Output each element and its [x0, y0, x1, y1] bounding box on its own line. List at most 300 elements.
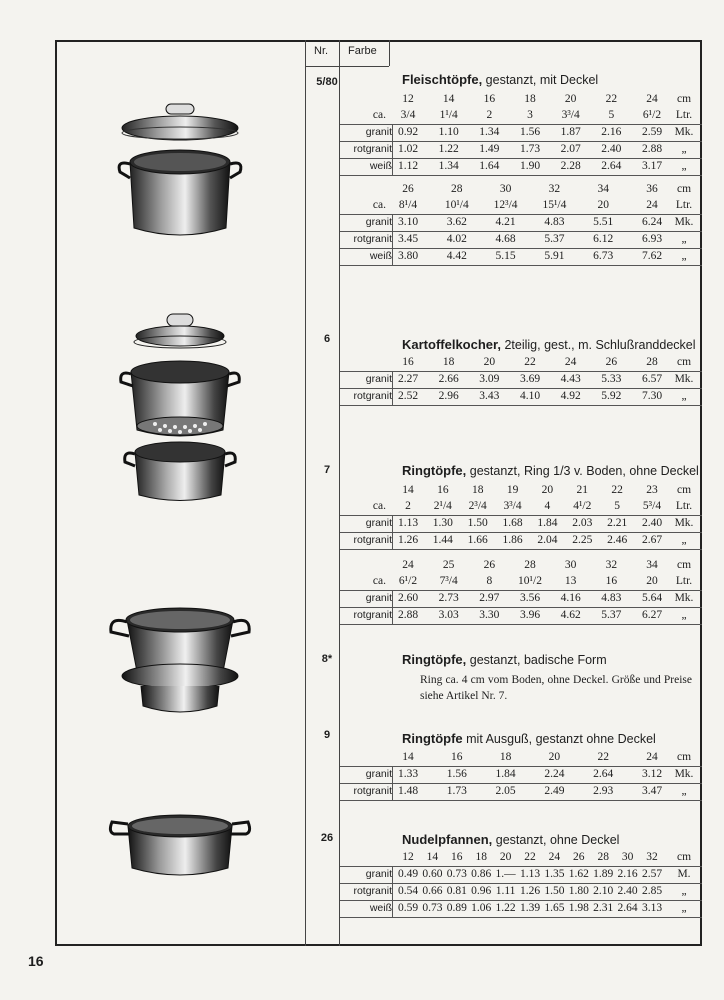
price-cell: 2.66 [438, 373, 459, 385]
litre-cell: 12³/4 [493, 199, 518, 211]
price-cell: 2.96 [438, 390, 459, 402]
size-cell: 23 [646, 484, 658, 496]
size-cell: 34 [646, 559, 658, 571]
price-cell: 1.73 [519, 143, 541, 155]
price-row [340, 608, 702, 625]
item-number: 6 [323, 333, 331, 345]
column-divider-nr [305, 40, 306, 946]
price-cell: 2.60 [397, 592, 419, 604]
price-cell: 1.48 [397, 785, 419, 797]
size-cell: 32 [646, 851, 658, 863]
row-divider [392, 159, 393, 175]
price-cell: 1.98 [568, 902, 589, 914]
color-label: weiß [369, 250, 392, 262]
price-cell: 3.47 [641, 785, 663, 797]
price-cell: 1.89 [593, 868, 614, 880]
litre-cell: 3/4 [400, 109, 416, 121]
price-table [340, 750, 702, 801]
size-cell: 28 [524, 559, 536, 571]
litre-cell: 4 [544, 500, 551, 512]
price-cell: 1.50 [467, 517, 488, 529]
price-cell: 4.83 [544, 216, 565, 228]
header-underline [305, 66, 389, 67]
price-unit: „ [681, 250, 687, 262]
price-cell: 2.04 [537, 534, 558, 546]
color-label: weiß [369, 160, 392, 172]
price-unit: „ [681, 160, 687, 172]
size-cell: 18 [524, 93, 536, 105]
price-unit: Mk. [674, 216, 694, 228]
price-cell: 0.66 [422, 885, 443, 897]
price-unit: „ [681, 785, 687, 797]
size-cell: 12 [402, 93, 414, 105]
price-cell: 3.03 [438, 609, 459, 621]
price-unit: „ [681, 390, 687, 402]
litre-cell: 20 [646, 575, 658, 587]
item-title: Fleischtöpfe, gestanzt, mit Deckel [402, 72, 599, 87]
price-cell: 2.88 [397, 609, 419, 621]
litre-cell: 3³/4 [503, 500, 522, 512]
row-divider [392, 608, 393, 624]
page-number: 16 [28, 953, 44, 969]
row-divider [392, 591, 393, 607]
size-cell: 24 [646, 93, 658, 105]
color-label: rotgranit [353, 143, 392, 155]
size-cell: 19 [506, 484, 519, 496]
price-row [340, 591, 702, 608]
price-unit: Mk. [674, 517, 694, 529]
price-cell: 1.13 [397, 517, 419, 529]
price-row [340, 125, 702, 142]
litre-row [340, 108, 702, 125]
row-divider [392, 901, 393, 917]
price-row [340, 159, 702, 176]
size-cell: 21 [576, 484, 589, 496]
row-divider [392, 215, 393, 231]
litre-unit: Ltr. [675, 199, 693, 211]
price-cell: 2.49 [544, 785, 565, 797]
price-cell: 0.96 [471, 885, 492, 897]
color-label: granit [365, 592, 392, 604]
color-label: granit [365, 373, 392, 385]
color-label: granit [365, 768, 392, 780]
price-row [340, 232, 702, 249]
size-unit: cm [676, 183, 692, 195]
item-description: Ring ca. 4 cm vom Boden, ohne Deckel. Größe und Preise siehe Artikel Nr. 7. [420, 674, 692, 702]
price-cell: 0.92 [397, 126, 419, 138]
size-unit: cm [676, 93, 692, 105]
litre-cell: 2³/4 [468, 500, 487, 512]
size-unit: cm [676, 851, 692, 863]
size-row [340, 182, 702, 198]
header-farbe: Farbe [348, 45, 377, 57]
price-row [340, 389, 702, 406]
size-cell: 20 [548, 751, 561, 763]
litre-cell: 6¹/2 [398, 575, 418, 587]
price-cell: 1.26 [519, 885, 541, 897]
price-row [340, 142, 702, 159]
price-row [340, 215, 702, 232]
litre-cell: 2 [405, 500, 411, 512]
color-label: rotgranit [353, 534, 392, 546]
size-cell: 20 [499, 851, 512, 863]
price-cell: 2.67 [641, 534, 663, 546]
item-title: Ringtöpfe, gestanzt, Ring 1/3 v. Boden, ohne Deckel [402, 463, 699, 478]
price-cell: 1.22 [438, 143, 459, 155]
price-cell: 3.96 [519, 609, 541, 621]
color-label: granit [365, 126, 392, 138]
price-unit: „ [681, 233, 687, 245]
price-cell: 1.10 [438, 126, 459, 138]
size-cell: 16 [437, 484, 449, 496]
size-cell: 14 [442, 93, 455, 105]
row-divider [392, 867, 393, 883]
price-cell: 1.49 [479, 143, 500, 155]
litre-cell: 16 [605, 575, 618, 587]
size-cell: 20 [483, 356, 496, 368]
price-cell: 0.86 [471, 868, 492, 880]
price-cell: 4.83 [601, 592, 622, 604]
size-cell: 24 [548, 851, 561, 863]
price-cell: 1.84 [495, 768, 516, 780]
price-row [340, 516, 702, 533]
size-row [340, 558, 702, 574]
price-cell: 1.12 [397, 160, 419, 172]
size-cell: 22 [597, 751, 609, 763]
price-row [340, 884, 702, 901]
price-cell: 0.73 [446, 868, 467, 880]
price-cell: 2.21 [607, 517, 628, 529]
size-cell: 24 [564, 356, 577, 368]
color-label: granit [365, 868, 392, 880]
row-divider [392, 142, 393, 158]
size-cell: 16 [402, 356, 414, 368]
price-cell: 1.86 [502, 534, 523, 546]
size-unit: cm [676, 559, 692, 571]
price-cell: 1.39 [519, 902, 541, 914]
price-cell: 2.40 [641, 517, 663, 529]
price-cell: 3.62 [446, 216, 467, 228]
price-cell: 2.05 [495, 785, 516, 797]
litre-unit: Ltr. [675, 575, 693, 587]
litre-cell: 13 [564, 575, 577, 587]
price-cell: 2.97 [479, 592, 500, 604]
price-cell: 1.35 [544, 868, 565, 880]
size-unit: cm [676, 484, 692, 496]
price-row [340, 784, 702, 801]
color-label: granit [365, 517, 392, 529]
price-cell: 6.93 [641, 233, 663, 245]
size-cell: 30 [621, 851, 634, 863]
litre-prefix: ca. [372, 109, 386, 121]
row-divider [392, 232, 393, 248]
size-cell: 14 [402, 751, 414, 763]
price-cell: 1.11 [495, 885, 516, 897]
litre-cell: 7³/4 [439, 575, 458, 587]
price-table [340, 92, 702, 176]
price-cell: 1.13 [519, 868, 541, 880]
color-label: rotgranit [353, 785, 392, 797]
price-table [340, 483, 702, 550]
litre-cell: 2 [486, 109, 493, 121]
row-divider [392, 767, 393, 783]
litre-row [340, 198, 702, 215]
price-row [340, 533, 702, 550]
price-cell: 1.84 [537, 517, 558, 529]
litre-cell: 3³/4 [561, 109, 580, 121]
price-cell: 2.27 [397, 373, 419, 385]
price-cell: 6.73 [593, 250, 614, 262]
item-title: Ringtöpfe mit Ausguß, gestanzt ohne Deckel [402, 731, 656, 746]
size-cell: 20 [541, 484, 554, 496]
price-cell: 2.73 [438, 592, 459, 604]
row-divider [392, 125, 393, 141]
price-cell: 1.26 [397, 534, 419, 546]
size-cell: 30 [499, 183, 512, 195]
price-cell: 2.07 [560, 143, 581, 155]
price-row [340, 867, 702, 884]
price-cell: 3.13 [641, 902, 663, 914]
price-cell: 1.80 [568, 885, 589, 897]
color-label: rotgranit [353, 390, 392, 402]
price-cell: 1.68 [502, 517, 523, 529]
size-cell: 32 [605, 559, 618, 571]
price-cell: 0.59 [397, 902, 419, 914]
price-cell: 4.62 [560, 609, 581, 621]
size-cell: 24 [646, 751, 658, 763]
price-cell: 1.33 [397, 768, 419, 780]
row-divider [392, 516, 393, 532]
size-cell: 22 [605, 93, 618, 105]
price-cell: 6.12 [593, 233, 614, 245]
litre-cell: 8 [486, 575, 493, 587]
litre-prefix: ca. [372, 199, 386, 211]
litre-cell: 15¹/4 [542, 199, 567, 211]
size-unit: cm [676, 751, 692, 763]
price-row [340, 901, 702, 918]
price-cell: 1.34 [438, 160, 459, 172]
color-label: rotgranit [353, 609, 392, 621]
price-cell: 5.64 [641, 592, 663, 604]
size-cell: 28 [597, 851, 609, 863]
size-cell: 14 [402, 484, 414, 496]
price-cell: 2.64 [593, 768, 614, 780]
price-cell: 7.30 [641, 390, 663, 402]
price-table [340, 182, 702, 266]
price-cell: 4.43 [560, 373, 581, 385]
litre-row [340, 499, 702, 516]
litre-cell: 5 [614, 500, 621, 512]
price-cell: 3.69 [519, 373, 541, 385]
price-cell: 7.62 [641, 250, 663, 262]
kartoffelkocher-illustration [115, 310, 245, 510]
price-cell: 1.56 [519, 126, 541, 138]
price-row [340, 249, 702, 266]
size-cell: 24 [402, 559, 414, 571]
price-unit: „ [681, 902, 687, 914]
size-cell: 28 [451, 183, 463, 195]
price-cell: 2.40 [601, 143, 622, 155]
price-cell: 3.30 [479, 609, 500, 621]
price-cell: 1.62 [568, 868, 589, 880]
item-number: 5/80 [316, 76, 338, 88]
row-divider [392, 884, 393, 900]
price-unit: M. [677, 868, 691, 880]
price-cell: 1.34 [479, 126, 500, 138]
size-cell: 22 [524, 356, 536, 368]
row-divider [392, 389, 393, 405]
price-cell: 2.28 [560, 160, 581, 172]
price-cell: 4.68 [495, 233, 516, 245]
litre-unit: Ltr. [675, 109, 693, 121]
price-unit: „ [681, 609, 687, 621]
price-cell: 3.09 [479, 373, 500, 385]
price-cell: 5.37 [601, 609, 622, 621]
price-table [340, 558, 702, 625]
price-cell: 3.10 [397, 216, 419, 228]
litre-cell: 10¹/2 [518, 575, 542, 587]
ringtopf-illustration [105, 598, 255, 720]
size-cell: 18 [499, 751, 512, 763]
litre-cell: 5³/4 [642, 500, 662, 512]
color-label: granit [365, 216, 392, 228]
price-cell: 1.73 [446, 785, 467, 797]
size-cell: 22 [524, 851, 536, 863]
price-cell: 1.64 [479, 160, 500, 172]
price-cell: 0.60 [422, 868, 443, 880]
price-cell: 1.50 [544, 885, 565, 897]
litre-cell: 20 [597, 199, 609, 211]
size-cell: 34 [597, 183, 609, 195]
size-cell: 32 [548, 183, 561, 195]
price-cell: 5.51 [593, 216, 614, 228]
size-cell: 20 [564, 93, 577, 105]
price-cell: 2.16 [601, 126, 622, 138]
size-row [340, 483, 702, 499]
price-cell: 2.59 [641, 126, 663, 138]
price-unit: „ [681, 885, 687, 897]
price-cell: 3.56 [519, 592, 541, 604]
price-unit: Mk. [674, 126, 694, 138]
price-cell: 1.22 [495, 902, 516, 914]
litre-cell: 4¹/2 [573, 500, 592, 512]
price-cell: 3.12 [641, 768, 663, 780]
size-cell: 26 [483, 559, 496, 571]
item-title: Ringtöpfe, gestanzt, badische Form [402, 652, 607, 667]
price-cell: 1.06 [471, 902, 492, 914]
price-cell: 6.57 [641, 373, 663, 385]
nudelpfanne-illustration [108, 806, 253, 886]
price-cell: 6.27 [641, 609, 663, 621]
row-divider [392, 533, 393, 549]
price-row [340, 767, 702, 784]
header-nr: Nr. [314, 45, 329, 57]
litre-cell: 5 [608, 109, 615, 121]
price-cell: 0.54 [397, 885, 419, 897]
price-cell: 5.92 [601, 390, 622, 402]
row-divider [392, 372, 393, 388]
size-cell: 25 [442, 559, 455, 571]
row-divider [392, 784, 393, 800]
size-cell: 12 [402, 851, 414, 863]
price-cell: 3.17 [641, 160, 663, 172]
price-cell: 4.42 [446, 250, 467, 262]
row-divider [392, 249, 393, 265]
price-cell: 3.80 [397, 250, 419, 262]
price-cell: 1.90 [519, 160, 541, 172]
size-cell: 26 [605, 356, 618, 368]
price-cell: 2.64 [617, 902, 638, 914]
price-cell: 2.31 [593, 902, 614, 914]
size-cell: 18 [442, 356, 455, 368]
price-cell: 4.10 [519, 390, 541, 402]
litre-row [340, 574, 702, 591]
price-cell: 4.02 [446, 233, 467, 245]
price-unit: Mk. [674, 592, 694, 604]
price-cell: 2.24 [544, 768, 565, 780]
column-divider-header [389, 40, 390, 66]
item-title: Kartoffelkocher, 2teilig, gest., m. Schlußranddeckel [402, 337, 696, 352]
price-cell: 1.— [495, 868, 516, 880]
price-cell: 5.15 [495, 250, 516, 262]
size-cell: 30 [564, 559, 577, 571]
size-cell: 16 [451, 751, 463, 763]
price-cell: 2.10 [593, 885, 614, 897]
price-cell: 5.91 [544, 250, 565, 262]
price-unit: „ [681, 143, 687, 155]
price-table [340, 850, 702, 918]
price-cell: 1.87 [560, 126, 581, 138]
price-cell: 2.88 [641, 143, 663, 155]
price-cell: 2.03 [572, 517, 593, 529]
price-row [340, 372, 702, 389]
price-cell: 4.92 [560, 390, 581, 402]
size-unit: cm [676, 356, 692, 368]
price-cell: 1.65 [544, 902, 565, 914]
price-cell: 2.52 [397, 390, 419, 402]
item-number: 26 [320, 832, 334, 844]
price-unit: „ [681, 534, 687, 546]
size-row [340, 750, 702, 767]
size-cell: 28 [646, 356, 658, 368]
litre-unit: Ltr. [675, 500, 693, 512]
size-cell: 18 [471, 484, 484, 496]
price-cell: 1.56 [446, 768, 467, 780]
size-cell: 14 [426, 851, 439, 863]
price-cell: 2.46 [607, 534, 628, 546]
color-label: rotgranit [353, 885, 392, 897]
price-cell: 1.02 [397, 143, 419, 155]
price-cell: 3.45 [397, 233, 419, 245]
item-title: Nudelpfannen, gestanzt, ohne Deckel [402, 832, 620, 847]
size-cell: 26 [573, 851, 585, 863]
price-cell: 0.73 [422, 902, 443, 914]
litre-cell: 10¹/4 [444, 199, 469, 211]
price-cell: 2.16 [617, 868, 638, 880]
item-number: 8* [321, 653, 333, 665]
litre-cell: 2¹/4 [433, 500, 452, 512]
size-row [340, 355, 702, 372]
litre-cell: 8¹/4 [398, 199, 418, 211]
price-cell: 4.21 [495, 216, 516, 228]
size-cell: 16 [483, 93, 496, 105]
price-cell: 4.16 [560, 592, 581, 604]
size-cell: 18 [475, 851, 487, 863]
price-cell: 2.57 [641, 868, 663, 880]
price-cell: 0.89 [446, 902, 467, 914]
litre-cell: 24 [646, 199, 658, 211]
size-cell: 22 [611, 484, 623, 496]
